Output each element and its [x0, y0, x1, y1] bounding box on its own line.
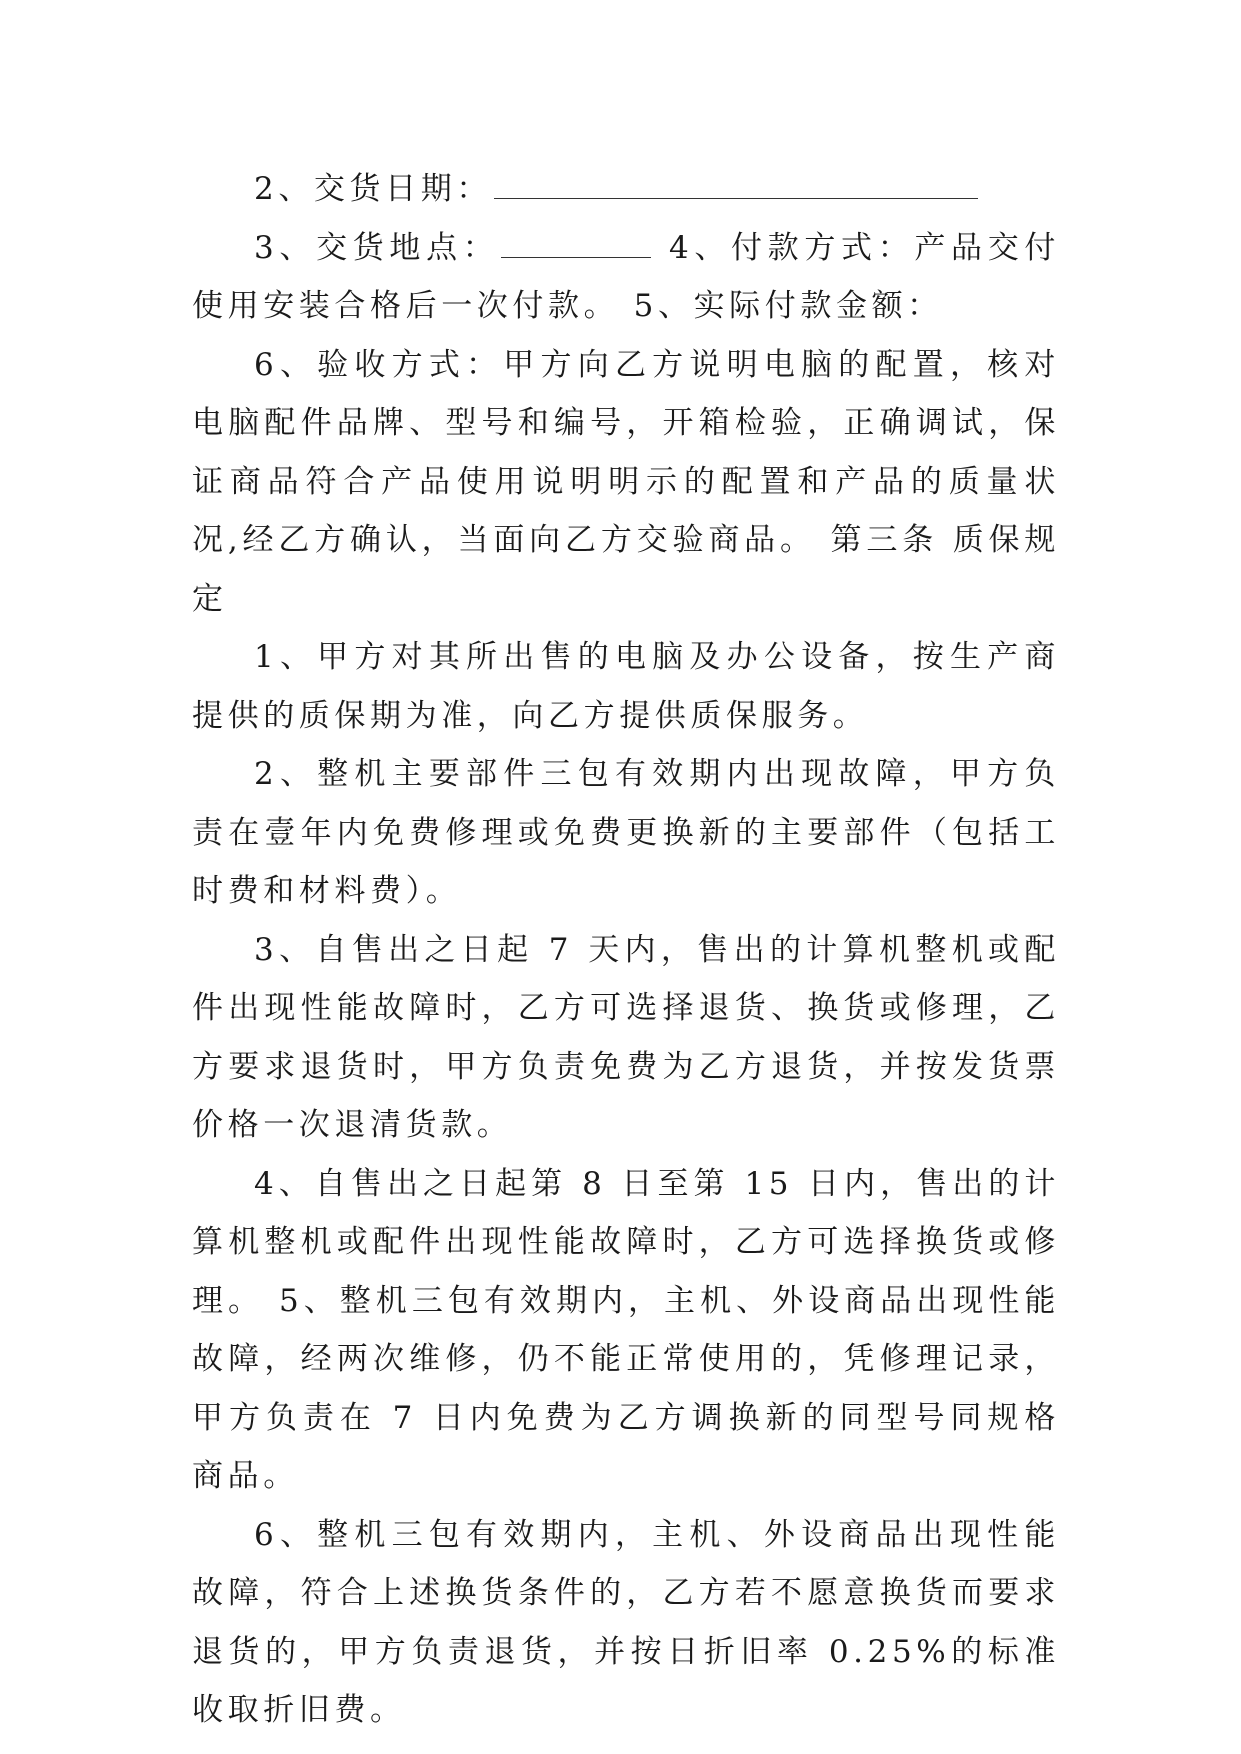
delivery-place-label: 3、交货地点：: [254, 229, 500, 266]
delivery-place-blank: [501, 233, 651, 258]
payment-terms-text: 4、付款方式：产品交付使用安装合格后一次付款。 5、实际付款金额：: [192, 229, 1060, 324]
paragraph-warranty-3: 3、自售出之日起 7 天内，售出的计算机整机或配件出现性能故障时，乙方可选择退货、换货或修理，乙方要求退货时，甲方负责免费为乙方退货，并按发货票价格一次退清货款。: [192, 931, 1060, 1143]
paragraph-acceptance: 6、验收方式：甲方向乙方说明电脑的配置，核对电脑配件品牌、型号和编号，开箱检验，正确调试，保证商品符合产品使用说明明示的配置和产品的质量状况,经乙方确认，当面向乙方交验商品。 第三条 质保规定: [192, 346, 1060, 617]
delivery-date-label: 2、交货日期：: [254, 171, 492, 207]
paragraph-warranty-1: 1、甲方对其所出售的电脑及办公设备，按生产商提供的质保期为准，向乙方提供质保服务。: [192, 639, 1060, 734]
contract-body: [192, 160, 1060, 1740]
paragraph-warranty-2: 2、整机主要部件三包有效期内出现故障，甲方负责在壹年内免费修理或免费更换新的主要部件（包括工时费和材料费）。: [192, 756, 1060, 909]
paragraph-warranty-4-5: 4、自售出之日起第 8 日至第 15 日内，售出的计算机整机或配件出现性能故障时，乙方可选择换货或修理。 5、整机三包有效期内，主机、外设商品出现性能故障，经两次维修，仍不能正常使用的，凭修理记录，甲方负责在 7 日内免费为乙方调换新的同型号同规格商品。: [192, 1165, 1060, 1494]
delivery-date-blank: [494, 174, 978, 199]
paragraph-warranty-6: 6、整机三包有效期内，主机、外设商品出现性能故障，符合上述换货条件的，乙方若不愿意换货而要求退货的，甲方负责退货，并按日折旧率 0.25%的标准收取折旧费。: [192, 1516, 1060, 1728]
paragraph-delivery-place: [192, 219, 1060, 336]
paragraph-delivery-date: [192, 160, 1060, 219]
